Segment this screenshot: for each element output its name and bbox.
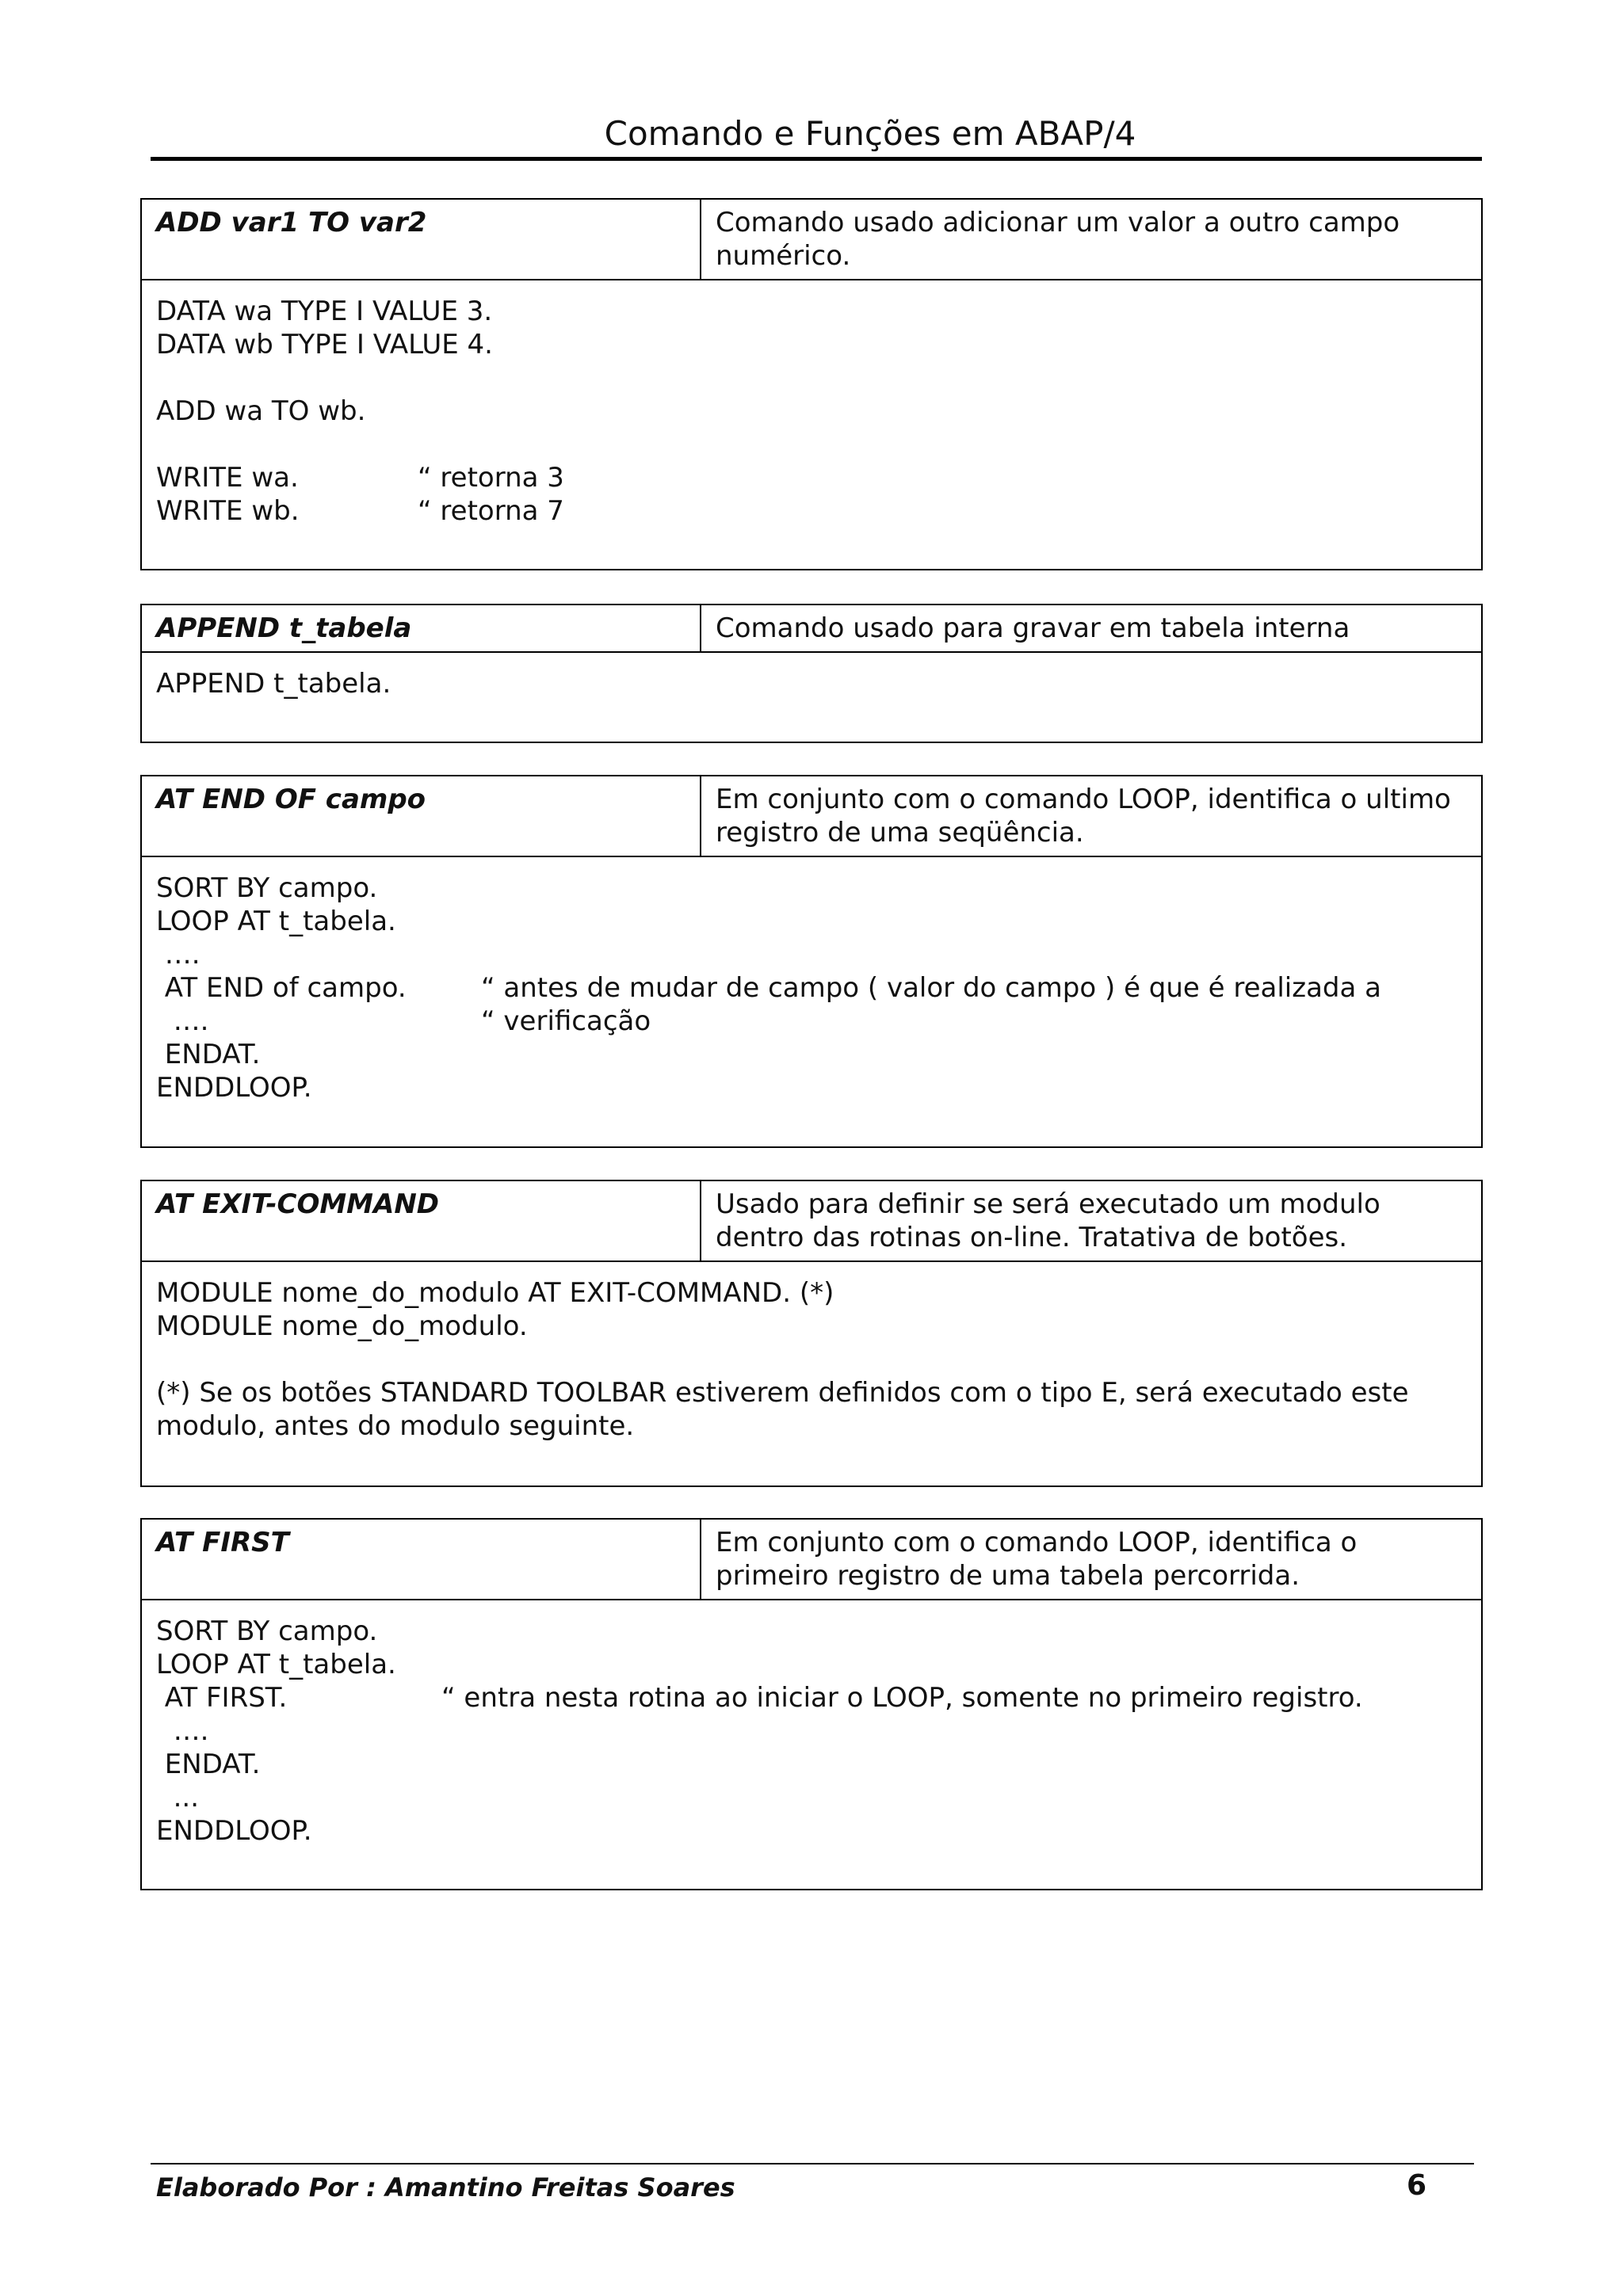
code-comment: “ verificação	[481, 1005, 651, 1037]
description-line: registro de uma seqüência.	[716, 817, 1084, 849]
code-text: MODULE nome_do_modulo AT EXIT-COMMAND. (*)	[156, 1277, 834, 1309]
command-description	[701, 1520, 1481, 1599]
command-description	[701, 776, 1481, 856]
code-line	[156, 1814, 1467, 1848]
code-example	[142, 280, 1481, 536]
code-line	[156, 667, 1467, 700]
command-description	[701, 200, 1481, 279]
code-text: DATA wa TYPE I VALUE 3.	[156, 296, 493, 327]
command-name: APPEND t_tabela	[142, 605, 701, 651]
code-comment: “ antes de mudar de campo ( valor do campo ) é que é realizada a	[481, 972, 1381, 1004]
code-comment: “ retorna 7	[418, 495, 564, 527]
code-line	[156, 1038, 1467, 1071]
code-line	[156, 1748, 1467, 1781]
code-text: LOOP AT t_tabela.	[156, 906, 396, 937]
code-text: LOOP AT t_tabela.	[156, 1649, 396, 1680]
footer-rule	[151, 2163, 1474, 2164]
code-comment: “ entra nesta rotina ao iniciar o LOOP, somente no primeiro registro.	[441, 1682, 1363, 1714]
command-header	[142, 1181, 1481, 1262]
description-line: dentro das rotinas on-line. Tratativa de botões.	[716, 1222, 1348, 1253]
code-text: WRITE wb.	[156, 495, 300, 527]
code-line	[156, 971, 1467, 1005]
command-header	[142, 1520, 1481, 1600]
code-text: ENDAT.	[156, 1039, 261, 1070]
code-text: ….	[156, 1715, 209, 1747]
code-text: APPEND t_tabela.	[156, 668, 391, 700]
command-name: ADD var1 TO var2	[142, 200, 701, 279]
code-text: ENDDLOOP.	[156, 1072, 312, 1104]
code-line	[156, 1071, 1467, 1104]
description-line: Em conjunto com o comando LOOP, identifica o	[716, 1527, 1358, 1558]
page-number: 6	[1407, 2169, 1427, 2202]
description-line: Usado para definir se será executado um modulo	[716, 1188, 1381, 1220]
code-line	[156, 905, 1467, 938]
command-name: AT EXIT-COMMAND	[142, 1181, 701, 1261]
code-text: ADD wa TO wb.	[156, 395, 366, 427]
code-text: MODULE nome_do_modulo.	[156, 1310, 528, 1342]
code-line	[156, 494, 1467, 528]
code-text: (*) Se os botões STANDARD TOOLBAR estiverem definidos com o tipo E, será executado este	[156, 1377, 1409, 1409]
code-line	[156, 1781, 1467, 1814]
command-description	[701, 1181, 1481, 1261]
code-text: ENDAT.	[156, 1749, 261, 1780]
command-header	[142, 200, 1481, 280]
code-text: modulo, antes do modulo seguinte.	[156, 1410, 635, 1442]
code-text: SORT BY campo.	[156, 872, 378, 904]
description-line: Comando usado adicionar um valor a outro campo	[716, 207, 1400, 238]
command-box	[140, 604, 1483, 743]
code-text: DATA wb TYPE I VALUE 4.	[156, 329, 493, 360]
command-box	[140, 1180, 1483, 1487]
code-line	[156, 1343, 1467, 1376]
code-example	[142, 653, 1481, 708]
code-line	[156, 1615, 1467, 1648]
page-title: Comando e Funções em ABAP/4	[604, 114, 1136, 153]
command-description	[701, 605, 1481, 651]
code-line	[156, 428, 1467, 461]
code-line	[156, 938, 1467, 971]
code-text: ...	[156, 1782, 200, 1814]
code-line	[156, 1276, 1467, 1310]
code-line	[156, 871, 1467, 905]
command-name: AT END OF campo	[142, 776, 701, 856]
code-line	[156, 1376, 1467, 1409]
description-line: Comando usado para gravar em tabela interna	[716, 612, 1350, 644]
header-rule	[151, 157, 1482, 161]
code-example	[142, 1262, 1481, 1451]
code-text: AT END of campo.	[156, 972, 407, 1004]
command-box	[140, 775, 1483, 1148]
code-line	[156, 1409, 1467, 1443]
code-text: AT FIRST.	[156, 1682, 288, 1714]
command-box	[140, 198, 1483, 570]
code-text: ….	[156, 939, 200, 971]
code-line	[156, 1648, 1467, 1681]
code-line	[156, 1005, 1467, 1038]
command-name: AT FIRST	[142, 1520, 701, 1599]
footer-author: Elaborado Por : Amantino Freitas Soares	[156, 2172, 735, 2203]
description-line: primeiro registro de uma tabela percorrida.	[716, 1560, 1300, 1592]
code-line	[156, 395, 1467, 428]
code-line	[156, 1310, 1467, 1343]
code-text: WRITE wa.	[156, 462, 299, 494]
code-text: ….	[156, 1005, 209, 1037]
command-header	[142, 605, 1481, 653]
code-line	[156, 361, 1467, 395]
description-line: numérico.	[716, 240, 851, 272]
code-line	[156, 328, 1467, 361]
code-text: SORT BY campo.	[156, 1615, 378, 1647]
code-example	[142, 857, 1481, 1112]
code-example	[142, 1600, 1481, 1855]
code-line	[156, 295, 1467, 328]
code-line	[156, 1714, 1467, 1748]
description-line: Em conjunto com o comando LOOP, identifica o ultimo	[716, 784, 1451, 815]
command-box	[140, 1518, 1483, 1890]
code-comment: “ retorna 3	[418, 462, 564, 494]
code-line	[156, 461, 1467, 494]
code-text: ENDDLOOP.	[156, 1815, 312, 1847]
code-line	[156, 1681, 1467, 1714]
command-header	[142, 776, 1481, 857]
